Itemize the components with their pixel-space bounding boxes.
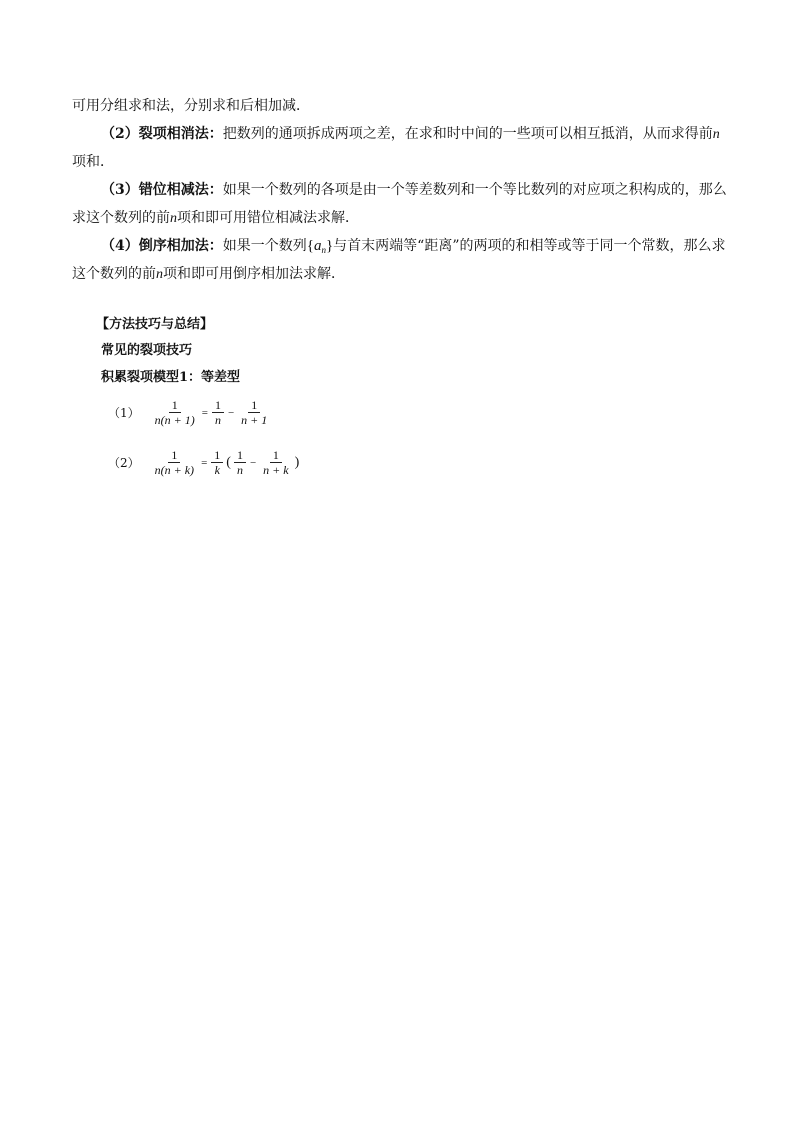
denominator: n + k xyxy=(263,463,289,477)
text: 与首末两端等“距离”的两项的和相等或等于同一个常数，那么求 xyxy=(333,238,726,254)
method-label: （4）倒序相加法： xyxy=(101,238,223,254)
text: 如果一个数列的各项是由一个等差数列和一个等比数列的对应项之积构成的，那么 xyxy=(222,182,727,198)
paragraph-misalign-subtract-line2 xyxy=(72,208,732,229)
fraction-a xyxy=(234,448,246,477)
text: 项和即可用错位相减法求解． xyxy=(177,210,359,226)
formula-1 xyxy=(108,398,272,427)
paragraph-reverse-add-line2 xyxy=(72,264,732,285)
numerator: 1 xyxy=(168,448,180,463)
text: 项和． xyxy=(72,154,114,170)
paragraph-split-term xyxy=(101,124,761,145)
minus-sign: − xyxy=(249,456,257,469)
denominator: n(n + k) xyxy=(154,463,195,477)
model-heading: 积累裂项模型1：等差型 xyxy=(101,370,241,385)
numerator: 1 xyxy=(234,448,246,463)
denominator: n(n + 1) xyxy=(154,413,195,427)
formula-label: （1） xyxy=(108,406,140,420)
fraction-lhs xyxy=(152,398,198,427)
formula-label: （2） xyxy=(108,456,140,470)
paragraph-group-sum-tail xyxy=(72,96,732,116)
numerator: 1 xyxy=(248,398,260,413)
minus-sign: − xyxy=(227,406,235,419)
equals-sign: = xyxy=(201,406,208,419)
sequence-symbol xyxy=(307,238,333,254)
formula-2 xyxy=(108,448,300,477)
numerator: 1 xyxy=(212,398,224,413)
variable: n xyxy=(712,127,720,142)
method-label: （2）裂项相消法： xyxy=(101,126,223,142)
section-heading: 【方法技巧与总结】 xyxy=(96,317,214,332)
sequence-subscript: n xyxy=(321,245,326,255)
equals-sign: = xyxy=(201,456,208,469)
fraction-b xyxy=(238,398,270,427)
variable: n xyxy=(156,267,163,282)
paren-open: ( xyxy=(226,454,231,470)
text: 求这个数列的前 xyxy=(72,210,170,226)
brace-open: { xyxy=(306,238,314,254)
denominator: k xyxy=(214,463,220,477)
fraction-lhs xyxy=(152,448,197,477)
text: 这个数列的前 xyxy=(72,266,156,282)
paragraph-misalign-subtract xyxy=(101,180,761,200)
fraction-b xyxy=(260,448,291,477)
variable: n xyxy=(170,211,177,226)
method-label: （3）错位相减法： xyxy=(101,182,223,198)
numerator: 1 xyxy=(270,448,282,463)
text: 把数列的通项拆成两项之差，在求和时中间的一些项可以相互抵消，从而求得前 xyxy=(222,126,713,142)
text: 如果一个数列 xyxy=(222,238,307,254)
text: 项和即可用倒序相加法求解． xyxy=(163,266,345,282)
paren-close: ) xyxy=(294,454,300,470)
section-subheading: 常见的裂项技巧 xyxy=(101,343,193,358)
paragraph-split-term-line2 xyxy=(72,152,732,172)
fraction-k xyxy=(211,448,223,477)
denominator: n xyxy=(214,413,221,427)
denominator: n + 1 xyxy=(241,413,268,427)
fraction-a xyxy=(212,398,224,427)
numerator: 1 xyxy=(211,448,223,463)
sequence-var: a xyxy=(313,238,322,254)
text: 可用分组求和法，分别求和后相加减． xyxy=(72,98,310,114)
denominator: n xyxy=(236,463,243,477)
brace-close: } xyxy=(325,238,334,254)
numerator: 1 xyxy=(169,398,181,413)
paragraph-reverse-add xyxy=(101,236,761,260)
